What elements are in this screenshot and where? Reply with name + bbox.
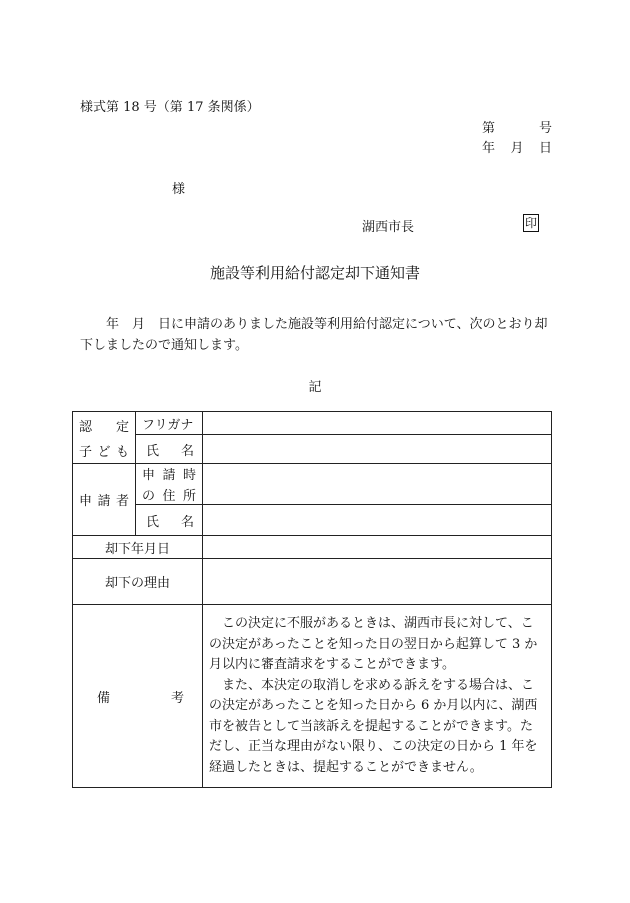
- form-number: 様式第 18 号（第 17 条関係）: [80, 100, 260, 115]
- applicant-label: 申 請 者: [79, 494, 129, 509]
- table-row: [73, 559, 552, 605]
- table-row: [73, 536, 552, 559]
- rejection-date-label: 却下年月日: [73, 536, 203, 559]
- child-name-field[interactable]: [203, 435, 552, 464]
- remarks-content: [203, 605, 552, 788]
- child-name-label-cell: [136, 435, 203, 464]
- remarks-paragraph-1: この決定に不服があるときは、湖西市長に対して、この決定があったことを知った日の翌日から起算して 3 か月以内に審査請求をすることができます。: [209, 616, 538, 672]
- applicant-name-label: 氏 名: [146, 514, 194, 530]
- date-year: 年: [482, 141, 496, 156]
- applicant-label-cell: [73, 464, 136, 536]
- applicant-name-field[interactable]: [203, 505, 552, 536]
- notice-body: 年 月 日に申請のありました施設等利用給付認定について、次のとおり却下しましたので通知します。: [80, 317, 548, 353]
- document-number-suffix: 号: [538, 121, 552, 136]
- remarks-label-cell: [73, 605, 203, 788]
- table-row: [73, 435, 552, 464]
- remarks-label: 備 考: [97, 690, 184, 706]
- ki-heading: 記: [308, 380, 322, 395]
- child-name-label: 氏 名: [146, 443, 194, 459]
- addressee-suffix: 様: [172, 182, 186, 197]
- date-day: 日: [538, 141, 552, 156]
- seal-mark: 印: [524, 216, 537, 230]
- rejection-details-table: [72, 411, 552, 788]
- address-label-line2: の 住 所: [142, 489, 196, 504]
- table-row: [73, 412, 552, 435]
- applicant-name-label-cell: [136, 505, 203, 536]
- table-row: [73, 605, 552, 788]
- remarks-paragraph-2: また、本決定の取消しを求める訴えをする場合は、この決定があったことを知った日から 6 か月以内に、湖西市を被告として当該訴えを提起することができます。ただし、正当な理由がない限り、この決定の日から 1 年を経過したときは、提起することができません。: [209, 677, 538, 775]
- child-label-line1: 認 定: [79, 419, 129, 435]
- rejection-date-field[interactable]: [203, 536, 552, 559]
- issue-date-line: [482, 137, 552, 156]
- table-row: [73, 505, 552, 536]
- child-label-cell: [73, 412, 136, 464]
- furigana-label: フリガナ: [142, 417, 194, 433]
- child-label-line2: 子 ど も: [79, 444, 129, 460]
- issuer-name: 湖西市長: [362, 220, 415, 235]
- furigana-label-cell: [136, 412, 203, 435]
- document-number-prefix: 第: [482, 121, 496, 136]
- child-furigana-field[interactable]: [203, 412, 552, 435]
- document-number-line: [482, 117, 552, 136]
- document-title: 施設等利用給付認定却下通知書: [209, 264, 420, 282]
- address-label-cell: [136, 464, 203, 505]
- applicant-address-field[interactable]: [203, 464, 552, 505]
- date-month: 月: [510, 141, 524, 156]
- rejection-reason-label: 却下の理由: [73, 559, 203, 605]
- rejection-reason-field[interactable]: [203, 559, 552, 605]
- table-row: [73, 464, 552, 505]
- address-label-line1: 申 請 時: [142, 468, 196, 483]
